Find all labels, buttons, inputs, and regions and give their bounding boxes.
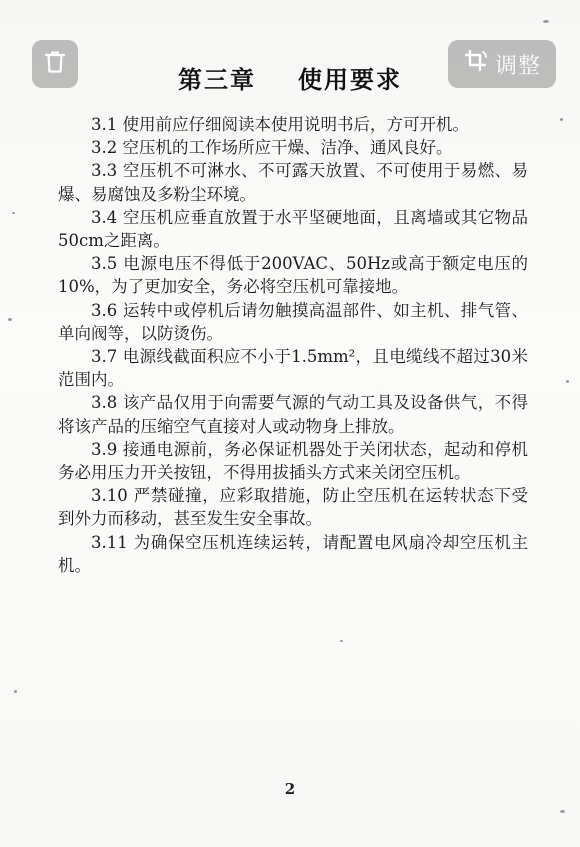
page-number: 2 (284, 780, 296, 798)
requirement-item: 3.9 接通电源前，务必保证机器处于关闭状态，起动和停机务必用压力开关按钮，不得用拔插头方式来关闭空压机。 (58, 439, 528, 483)
chapter-name: 使用要求 (298, 66, 402, 94)
crop-rotate-icon (463, 48, 489, 80)
adjust-label: 调整 (494, 53, 541, 79)
requirement-item: 3.2 空压机的工作场所应干燥、洁净、通风良好。 (91, 138, 453, 158)
requirement-item: 3.8 该产品仅用于向需要气源的气动工具及设备供气，不得将该产品的压缩空气直接对人或动物身上排放。 (58, 393, 528, 436)
requirement-item: 3.11 为确保空压机连续运转，请配置电风扇冷却空压机主机。 (58, 532, 528, 575)
requirement-item: 3.4 空压机应垂直放置于水平坚硬地面，且离墙或其它物品50cm之距离。 (58, 207, 528, 251)
requirement-item: 3.6 运转中或停机后请勿触摸高温部件、如主机、排气管、单向阀等，以防烫伤。 (58, 300, 528, 343)
delete-button[interactable] (32, 40, 78, 88)
chapter-number: 第三章 (178, 66, 256, 94)
requirement-item: 3.3 空压机不可淋水、不可露天放置、不可使用于易燃、易爆、易腐蚀及多粉尘环境。 (58, 161, 528, 204)
trash-icon (44, 50, 66, 78)
adjust-button[interactable] (448, 40, 556, 88)
requirement-item: 3.10 严禁碰撞，应彩取措施，防止空压机在运转状态下受到外力而移动，甚至发生安全事故。 (58, 486, 528, 529)
requirement-item: 3.7 电源线截面积应不小于1.5mm²，且电缆线不超过30米范围内。 (58, 347, 528, 390)
requirement-item: 3.5 电源电压不得低于200VAC、50Hz或高于额定电压的10%，为了更加安全，务必将空压机可靠接地。 (58, 254, 528, 297)
requirements-list (58, 113, 528, 577)
requirement-item: 3.1 使用前应仔细阅读本使用说明书后，方可开机。 (91, 115, 469, 134)
